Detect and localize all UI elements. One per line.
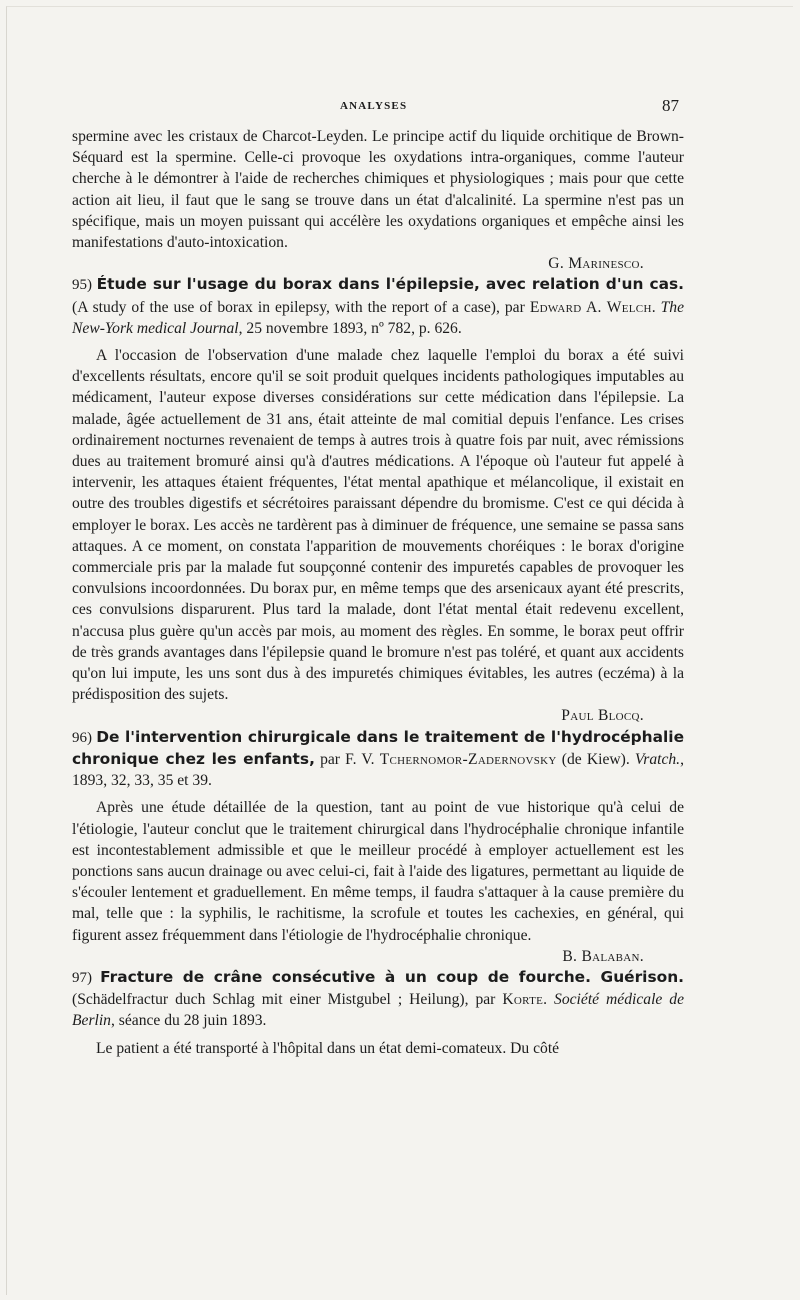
running-title: ANALYSES (340, 100, 408, 112)
article-reference-sep: . (651, 298, 661, 316)
article-signature (72, 705, 684, 726)
article-number: 96) (72, 729, 92, 746)
article-journal: The New-York medical Journal (72, 298, 684, 337)
continuation-paragraph: spermine avec les cristaux de Charcot-Leyden. Le principe actif du liquide orchitique de Brown-Séquard est la spermine. Celle-ci provoque les oxydations intra-organiques, comme l'auteur cherche à le démontrer à l'aide de recherches chimiques et physiologiques ; mais pour que cette action ait lieu, il faut que le sang se trouve dans un état d'alcalinité. La spermine n'est pas un spécifique, mais un moyen puissant qui accélère les oxydations organiques et empêche ainsi les manifestations d'auto-intoxication. (72, 128, 684, 252)
running-header (0, 96, 800, 120)
article-heading (72, 967, 684, 1032)
continuation-signature (72, 253, 684, 274)
article-author: Korte (502, 991, 544, 1009)
page-number: 87 (662, 96, 679, 115)
article-title: Fracture de crâne consécutive à un coup de fourche. Guérison. (100, 967, 684, 986)
article-reference: par F. V. (314, 750, 380, 768)
article-signature (72, 946, 684, 967)
article-reference-sep: (de Kiew). (556, 750, 635, 768)
signature-name: G. Marinesco. (548, 255, 644, 273)
article-reference-details: , séance du 28 juin 1893. (110, 1012, 267, 1030)
article-title: De l'intervention chirurgicale dans le traitement de l'hydrocéphalie chronique chez les enfants, (72, 727, 685, 768)
article-author: Edward A. Welch (529, 298, 652, 316)
article-reference: (Schädelfractur duch Schlag mit einer Mistgubel ; Heilung), par (72, 991, 503, 1009)
article-title: Étude sur l'usage du borax dans l'épilepsie, avec relation d'un cas. (96, 275, 684, 294)
article-body: Après une étude détaillée de la question, tant au point de vue historique qu'à celui de l'étiologie, l'auteur conclut que le traitement chirurgical dans l'hydrocéphalie chronique infantile est incontestablement admissible et que le meilleur procédé à employer actuellement est les ponctions sans aucun drainage ou avec celui-ci, fait à l'aide des ligatures, permettant au liquide de s'écouler lentement et graduellement. En même temps, il faudra s'attaquer à la cause première du mal, telle que : la syphilis, le rachitisme, la scrofule et toutes les cachexies, en général, qui figurent assez fréquemment dans l'étiologie de l'hydrocéphalie chronique. (72, 799, 684, 944)
article-reference: (A study of the use of borax in epilepsy, with the report of a case), par (72, 298, 530, 316)
article-reference-sep: . (543, 991, 555, 1009)
signature-name: B. Balaban. (562, 947, 644, 965)
article-body: Le patient a été transporté à l'hôpital dans un état demi-comateux. Du côté (96, 1039, 560, 1057)
article-journal: Société médicale de Berlin (72, 991, 685, 1030)
article-heading (72, 727, 684, 792)
article-reference-details: , 1893, 32, 33, 35 et 39. (72, 750, 684, 790)
article-reference-details: , 25 novembre 1893, nº 782, p. 626. (238, 319, 462, 337)
article-number: 95) (72, 277, 92, 294)
article-number: 97) (72, 969, 92, 986)
signature-name: Paul Blocq. (561, 707, 644, 725)
article-heading (72, 274, 684, 339)
article-author: Tchernomor-Zadernovsky (379, 750, 557, 768)
page-body (72, 126, 684, 1059)
article-body: A l'occasion de l'observation d'une malade chez laquelle l'emploi du borax a été suivi d'excellents résultats, encore qu'il se soit produit quelques incidents pathologiques imputables au médicament, l'auteur expose diverses considérations sur cette médication dans l'épilepsie. La malade, âgée actuellement de 31 ans, était atteinte de mal comitial depuis l'enfance. Les crises ordinairement nocturnes revenaient de temps à autres trois à quatre fois par nuit, avec rémissions dues au traitement bromuré ainsi qu'à d'autres médications. A l'époque où l'auteur fut appelé à intervenir, les attaques étaient fréquentes, l'état mental apathique et mélancolique, il existait en outre des troubles digestifs et sécrétoires paraissant dépendre du bromisme. C'est ce qui décida à employer le borax. Les accès ne tardèrent pas à diminuer de fréquence, une semaine se passa sans attaques. A ce moment, on constata l'apparition de mouvements choréiques : le borax d'origine commerciale pris par la malade fut soupçonné contenir des impuretés capables de provoquer les convulsions incoordonnées. Du borax pur, en même temps que des arsenicaux ayant été prescrits, ces convulsions disparurent. Plus tard la malade, dont l'état mental était redevenu excellent, n'accusa plus guère qu'un accès par mois, au moment des règles. En somme, le borax peut offrir de très grands avantages dans l'épilepsie quand le bromure n'est pas toléré, et quant aux accidents qu'on lui impute, les uns sont dus à des impuretés chimiques évitables, les autres (eczéma) à la prédisposition des sujets. (72, 347, 684, 704)
article-journal: Vratch. (634, 750, 681, 768)
